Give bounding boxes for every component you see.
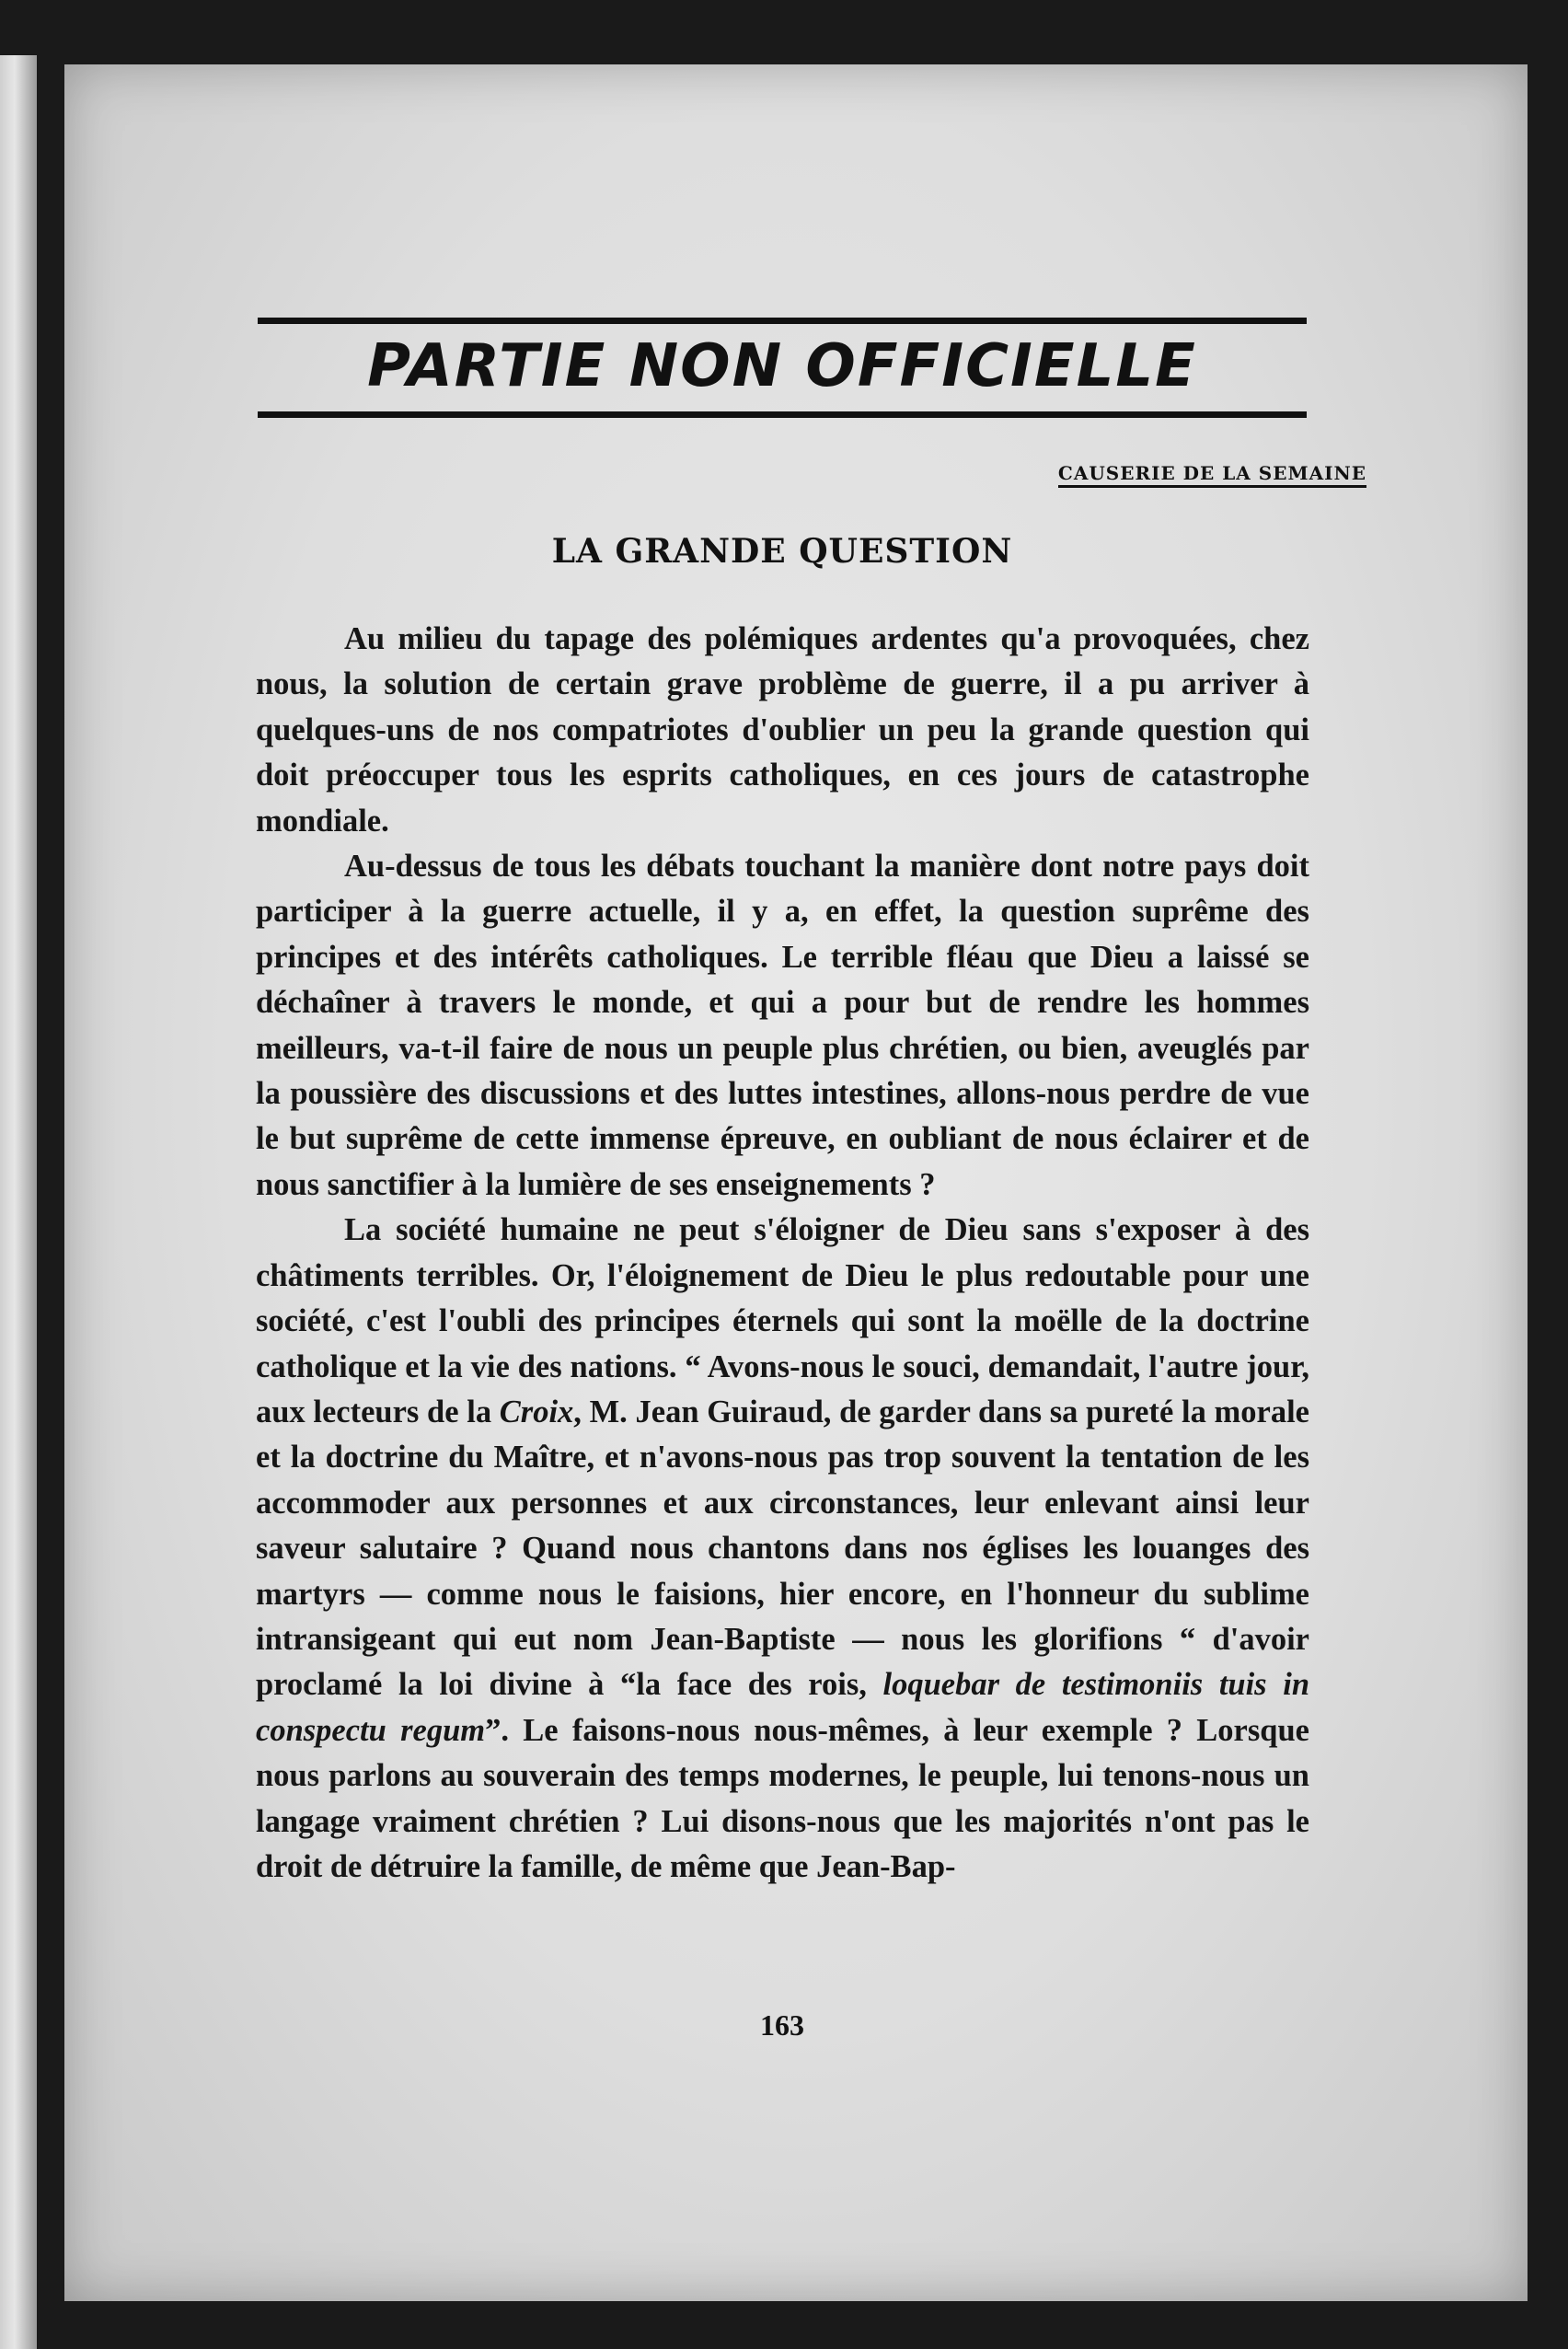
section-title: PARTIE NON OFFICIELLE — [367, 332, 1197, 400]
article-title: LA GRANDE QUESTION — [551, 532, 1013, 571]
paragraph-1: Au milieu du tapage des polémiques ardentes qu'a provoquées, chez nous, la solution de certain grave problème de guerre, il a pu arriver à quelques-uns de nos compatriotes d'oublier un peu la grande question qui doit préoccuper tous les esprits catholiques, en ces jours de catastrophe mondiale. — [256, 621, 1309, 839]
adjacent-page-edge — [0, 55, 37, 2349]
paragraph-3-part-a: La société humaine ne peut s'éloigner de Dieu sans s'exposer à des châtiments terribles. Or, l'éloignement de Dieu le plus redoutable pour une société, c'est l'oubli des principes éternels qui sont la moëlle de la doctrine catholique et la vie des nations. “ Avons-nous le souci, demandait, l'autre jour, aux lecteurs de la — [256, 1212, 1309, 1429]
croix-title: Croix — [499, 1394, 574, 1429]
article-body — [256, 617, 1309, 1890]
page-number: 163 — [760, 2008, 804, 2042]
paragraph-3 — [256, 1208, 1309, 1890]
column-label: CAUSERIE DE LA SEMAINE — [1058, 462, 1366, 488]
page — [64, 64, 1528, 2301]
paragraph-3-part-c: ”. Le faisons-nous nous-mêmes, à leur exemple ? Lorsque nous parlons au souverain des temps modernes, le peuple, lui tenons-nous un langage vraiment chrétien ? Lui disons-nous que les majorités n'ont pas le droit de détruire la famille, de même que Jean-Bap- — [256, 1712, 1309, 1884]
paragraph-2: Au-dessus de tous les débats touchant la manière dont notre pays doit participer à la guerre actuelle, il y a, en effet, la question suprême des principes et des intérêts catholiques. Le terrible fléau que Dieu a laissé se déchaîner à travers le monde, et qui a pour but de rendre les hommes meilleurs, va-t-il faire de nous un peuple plus chrétien, ou bien, aveuglés par la poussière des discussions et des luttes intestines, allons-nous perdre de vue le but suprême de cette immense épreuve, en oubliant de nous éclairer et de nous sanctifier à la lumière de ses enseignements ? — [256, 849, 1309, 1202]
latin-quote: loquebar de testimoniis tuis in conspectu regum — [256, 1667, 1310, 1748]
paragraph-3-part-b: , M. Jean Guiraud, de garder dans sa pureté la morale et la doctrine du Maître, et n'avons-nous pas trop souvent la tentation de les accommoder aux personnes et aux circonstances, leur enlevant ainsi leur saveur salutaire ? Quand nous chantons dans nos églises les louanges des martyrs — comme nous le faisions, hier encore, en l'honneur du sublime intransigeant qui eut nom Jean-Baptiste — nous les glorifions “ d'avoir proclamé la loi divine à “la face des rois, — [256, 1394, 1309, 1703]
top-rule — [258, 318, 1307, 324]
bottom-rule — [258, 411, 1307, 418]
